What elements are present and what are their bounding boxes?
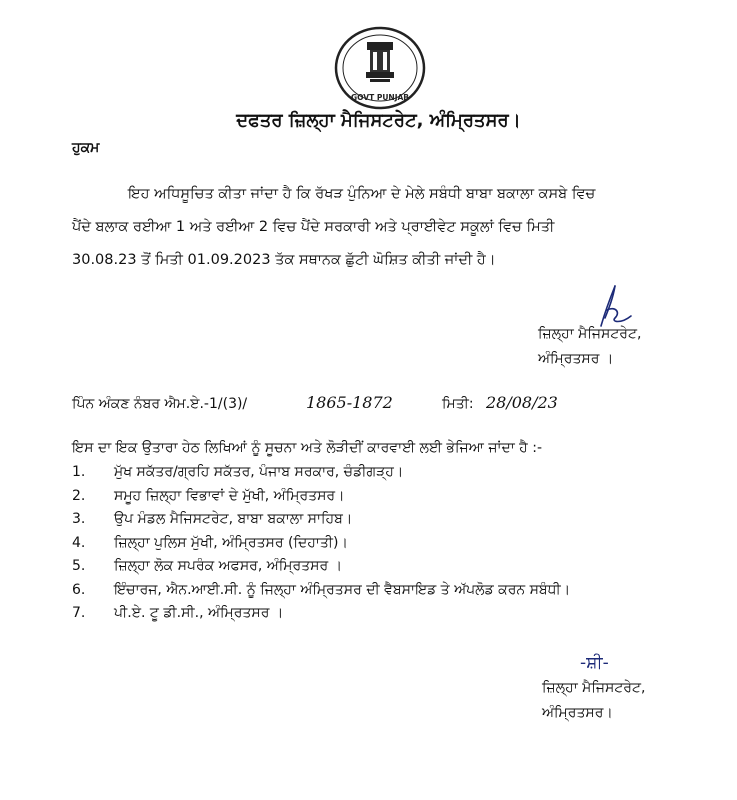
signatory-place: ਅੰਮ੍ਰਿਤਸਰ । (538, 351, 614, 367)
signature-mark-icon (576, 646, 646, 676)
order-body-line: ਇਹ ਅਧਿਸੂਚਿਤ ਕੀਤਾ ਜਾਂਦਾ ਹੈ ਕਿ ਰੱਖੜ ਪੁੰਨਿਆ ਦੇ ਮੇਲੇ ਸਬੰਧੀ ਬਾਬਾ ਬਕਾਲਾ ਕਸਬੇ ਵਿਚ (128, 186, 596, 202)
svg-text:GOVT PUNJAB: GOVT PUNJAB (350, 93, 410, 102)
order-body-line: ਪੈਂਦੇ ਬਲਾਕ ਰਈਆ 1 ਅਤੇ ਰਈਆ 2 ਵਿਚ ਪੈਂਦੇ ਸਰਕਾਰੀ ਅਤੇ ਪ੍ਰਾਈਵੇਟ ਸਕੂਲਾਂ ਵਿਚ ਮਿਤੀ (72, 219, 555, 235)
date-value: 28/08/23 (486, 393, 558, 412)
copy-intro: ਇਸ ਦਾ ਇਕ ਉਤਾਰਾ ਹੇਠ ਲਿਖਿਆਂ ਨੂੰ ਸੂਚਨਾ ਅਤੇ ਲੋੜੀਦੀਂ ਕਾਰਵਾਈ ਲਈ ਭੇਜਿਆ ਜਾਂਦਾ ਹੈ :- (72, 440, 542, 456)
list-item-text: ਪੀ.ਏ. ਟੂ ਡੀ.ਸੀ., ਅੰਮ੍ਰਿਤਸਰ । (114, 605, 284, 621)
order-body-line: 30.08.23 ਤੋਂ ਮਿਤੀ 01.09.2023 ਤੱਕ ਸਥਾਨਕ ਛੁੱਟੀ ਘੋਸ਼ਿਤ ਕੀਤੀ ਜਾਂਦੀ ਹੈ। (72, 252, 496, 268)
list-item (72, 535, 570, 559)
list-item-text: ਸਮੂਹ ਜ਼ਿਲ੍ਹਾ ਵਿਭਾਵਾਂ ਦੇ ਮੁੱਖੀ, ਅੰਮ੍ਰਿਤਸਰ। (114, 487, 345, 504)
order-body (72, 178, 672, 277)
office-title: ਦਫਤਰ ਜ਼ਿਲ੍ਹਾ ਮੈਜਿਸਟਰੇਟ, ਅੰਮ੍ਰਿਤਸਰ। (236, 110, 521, 131)
signatory-designation: ਜ਼ਿਲ੍ਹਾ ਮੈਜਿਸਟਰੇਟ, (542, 680, 646, 696)
list-item (72, 582, 570, 606)
list-item-number: 5. (72, 558, 86, 574)
recipient-list (72, 464, 570, 629)
list-item (72, 464, 570, 488)
list-item-text: ਮੁੱਖ ਸਕੱਤਰ/ਗ੍ਰਹਿ ਸਕੱਤਰ, ਪੰਜਾਬ ਸਰਕਾਰ, ਚੰਡੀਗੜ੍ਹ। (114, 464, 404, 480)
list-item-text: ਜ਼ਿਲ੍ਹਾ ਪੁਲਿਸ ਮੁੱਖੀ, ਅੰਮ੍ਰਿਤਸਰ (ਦਿਹਾਤੀ)। (114, 534, 348, 551)
list-item-number: 7. (72, 605, 86, 621)
signature-block-second (542, 676, 645, 726)
signature-mark-text: -ਸ਼ੀ- (580, 653, 609, 673)
order-label: ਹੁਕਮ (72, 140, 100, 156)
reference-number: 1865-1872 (306, 393, 393, 412)
list-item-number: 1. (72, 464, 86, 480)
list-item (72, 488, 570, 512)
list-item-number: 2. (72, 487, 86, 504)
government-emblem-icon (330, 20, 430, 120)
reference-line (72, 393, 682, 420)
signature-block-first (538, 322, 641, 372)
list-item-number: 3. (72, 511, 86, 527)
date-label: ਮਿਤੀ: (442, 396, 474, 412)
reference-label: ਪਿੰਨ ਅੰਕਣ ਨੰਬਰ ਐਮ.ਏ.-1/(3)/ (72, 396, 248, 412)
list-item-text: ਇੰਚਾਰਜ, ਐਨ.ਆਈ.ਸੀ. ਨੂੰ ਜਿਲ੍ਹਾ ਅੰਮ੍ਰਿਤਸਰ ਦੀ ਵੈਬਸਾਇਡ ਤੇ ਅੱਪਲੋਡ ਕਰਨ ਸਬੰਧੀ। (114, 581, 571, 598)
list-item (72, 558, 570, 582)
list-item (72, 605, 570, 629)
list-item (72, 511, 570, 535)
list-item-text: ਉਪ ਮੰਡਲ ਮੈਜਿਸਟਰੇਟ, ਬਾਬਾ ਬਕਾਲਾ ਸਾਹਿਬ। (114, 511, 353, 527)
signatory-designation: ਜ਼ਿਲ੍ਹਾ ਮੈਜਿਸਟਰੇਟ, (538, 326, 642, 342)
list-item-number: 4. (72, 534, 86, 551)
list-item-number: 6. (72, 581, 86, 598)
list-item-text: ਜ਼ਿਲ੍ਹਾ ਲੋਕ ਸਪਰੰਕ ਅਫਸਰ, ਅੰਮ੍ਰਿਤਸਰ । (114, 558, 343, 574)
signatory-place: ਅੰਮ੍ਰਿਤਸਰ। (542, 705, 613, 721)
